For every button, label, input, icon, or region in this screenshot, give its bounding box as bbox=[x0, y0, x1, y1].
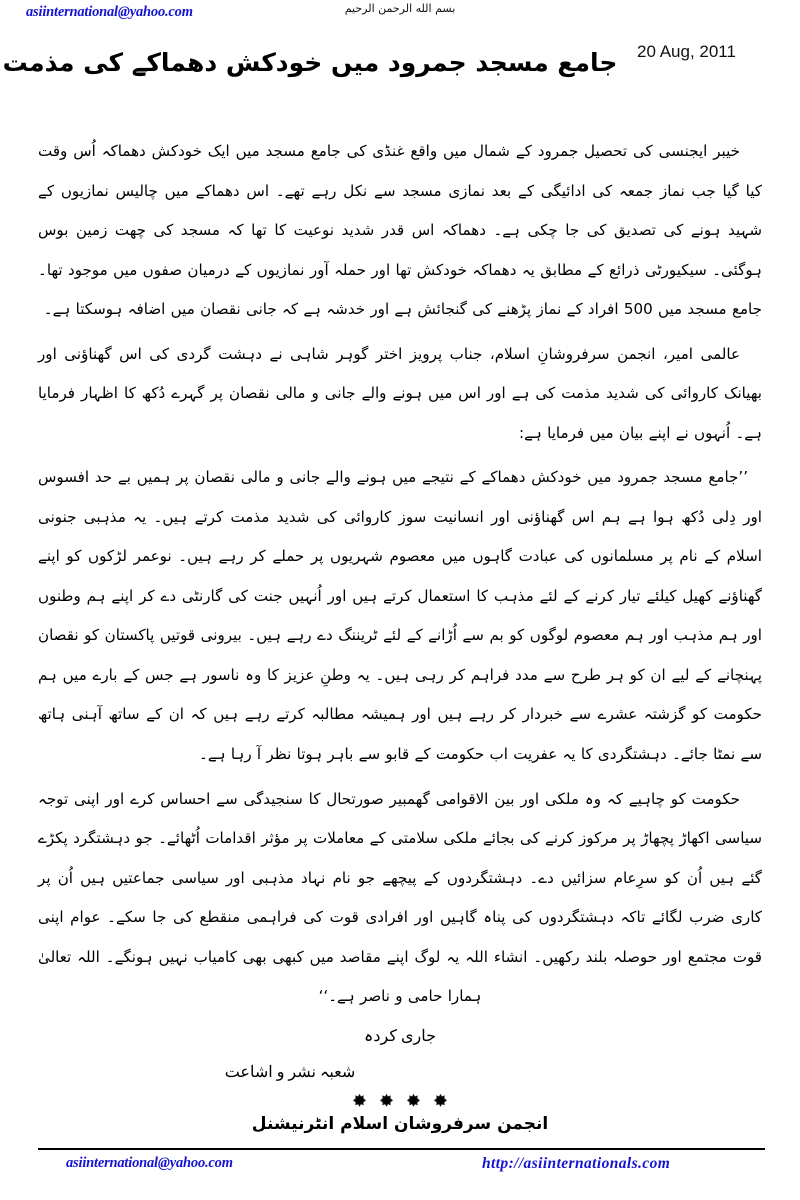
issuing-department: شعبہ نشر و اشاعت bbox=[224, 1064, 356, 1081]
star-ornament-icon bbox=[352, 1093, 367, 1108]
document-header bbox=[0, 0, 800, 108]
star-ornament-icon bbox=[433, 1093, 448, 1108]
star-ornament-icon bbox=[406, 1093, 421, 1108]
bismillah-line: بسم الله الرحمن الرحيم bbox=[344, 2, 456, 15]
organization-name: انجمن سرفروشان اسلام انٹرنیشنل bbox=[251, 1114, 549, 1134]
star-ornament-icon bbox=[379, 1093, 394, 1108]
footer-website-url[interactable]: http://asiinternationals.com bbox=[482, 1155, 671, 1172]
header-email-address[interactable]: asiinternational@yahoo.com bbox=[26, 4, 193, 20]
paragraph-statement-quote-part1: ’’جامع مسجد جمرود میں خودکش دھماکے کے نتیجے میں ہونے والے جانی و مالی نقصان پر ہمیں بے حد افسوس اور دِلی دُکھ ہوا ہے ہم اس گھناؤنی اور انسانیت سوز کاروائی کی شدید مذمت کرتے ہیں۔ یہ مذہبی جنونی اسلام کے نام پر مسلمانوں کی عبادت گاہوں میں معصوم شہریوں پر حملے کر رہے ہیں۔ نوعمر لڑکوں کو اپنے گھناؤنے کھیل کیلئے تیار کرنے کے لئے مذہب کا استعمال کرتے ہیں اور اُنہیں جنت کی گارنٹی دے کر اپنے ہم وطنوں اور ہم مذہب اور ہم معصوم لوگوں کو بم سے اُڑانے کے لئے ٹریننگ دے رہے ہیں۔ بیرونی قوتیں پاکستان کو نقصان پہنچانے کے لیے ان کو ہر طرح سے مدد فراہم کر رہی ہیں۔ یہ وطنِ عزیز کا وہ ناسور ہے جس کے بارے میں ہم حکومت کو گزشتہ عشرے سے خبردار کر رہے ہیں اور ہمیشہ مطالبہ کرتے رہے ہیں کہ ان کے ساتھ آہنی ہاتھ سے نمٹا جائے۔ دہشتگردی کا یہ عفریت اب حکومت کے قابو سے باہر ہوتا نظر آ رہا ہے۔ bbox=[38, 468, 762, 763]
article-body bbox=[38, 132, 762, 1022]
paragraph-news-report: خیبر ایجنسی کی تحصیل جمرود کے شمال میں واقع غنڈی کی جامع مسجد میں ایک خودکش دھماکہ اُس وقت کیا گیا جب نماز جمعہ کی ادائیگی کے بعد نمازی مسجد سے نکل رہے تھے۔ اس دھماکے میں چالیس نمازیوں کے شہید ہونے کی تصدیق کی جا چکی ہے۔ دھماکہ اس قدر شدید نوعیت کا تھا کہ مسجد کی چھت زمین بوس ہوگئی۔ سیکیورٹی ذرائع کے مطابق یہ دھماکہ خودکش تھا اور حملہ آور نمازیوں کے درمیان صفوں میں موجود تھا۔ جامع مسجد میں 500 افراد کے نماز پڑھنے کی گنجائش ہے اور خدشہ ہے کہ جانی نقصان میں اضافہ ہوسکتا ہے۔ bbox=[38, 142, 762, 319]
ornament-divider bbox=[0, 1092, 800, 1110]
footer-divider bbox=[38, 1148, 765, 1150]
paragraph-condemnation-intro: عالمی امیر، انجمن سرفروشانِ اسلام، جناب پرویز اختر گوہر شاہی نے دہشت گردی کی اس گھناؤنی اور بھیانک کاروائی کی شدید مذمت کی ہے اور اس میں ہونے والے جانی و مالی نقصان پر گہرے دُکھ کا اظہار فرمایا ہے۔ اُنہوں نے اپنے بیان میں فرمایا ہے: bbox=[38, 344, 762, 442]
issued-by-label: جاری کردہ bbox=[364, 1028, 436, 1045]
publication-date: 20 Aug, 2011 bbox=[637, 42, 736, 61]
footer-email-address[interactable]: asiinternational@yahoo.com bbox=[66, 1155, 233, 1171]
page-title: جامع مسجد جمرود میں خودکش دھماکے کی مذمت bbox=[2, 48, 618, 77]
document-footer bbox=[38, 1155, 765, 1181]
paragraph-statement-quote-part2: حکومت کو چاہیے کہ وہ ملکی اور بین الاقوامی گھمبیر صورتحال کا سنجیدگی سے احساس کرے اور اپنی توجہ سیاسی اکھاڑ پچھاڑ پر مرکوز کرنے کی بجائے ملکی سلامتی کے معاملات پر مؤثر اقدامات اُٹھائے۔ جو دہشتگرد پکڑے گئے ہیں اُن کو سرِعام سزائیں دے۔ دہشتگردوں کے پیچھے جو نام نہاد مذہبی اور سیاسی جماعتیں ہیں اُن پر کاری ضرب لگائے تاکہ دہشتگردوں کی پناہ گاہیں اور افرادی قوت کی فراہمی منقطع کی جا سکے۔ عوام اپنی قوت مجتمع اور حوصلہ بلند رکھیں۔ انشاء اللہ یہ لوگ اپنے مقاصد میں کبھی بھی کامیاب نہیں ہونگے۔ اللہ تعالیٰ ہمارا حامی و ناصر ہے۔‘‘ bbox=[38, 789, 762, 1006]
